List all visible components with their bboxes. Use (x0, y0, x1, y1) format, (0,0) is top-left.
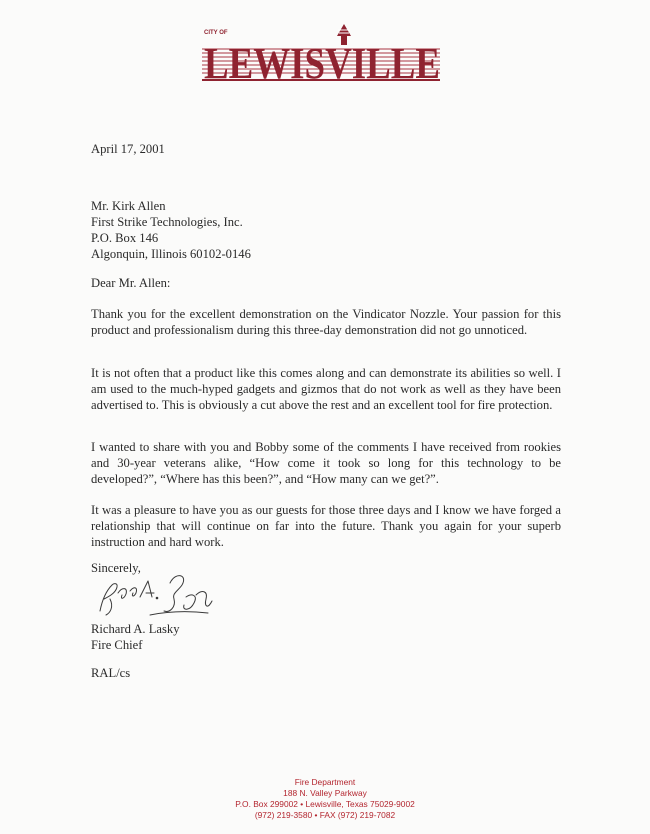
recipient-po-box: P.O. Box 146 (91, 231, 159, 245)
signer-title: Fire Chief (91, 638, 143, 652)
recipient-address (91, 198, 561, 262)
handwritten-signature (90, 567, 220, 627)
footer-po-city: P.O. Box 299002 • Lewisville, Texas 75029-9002 (235, 799, 415, 809)
letter-date: April 17, 2001 (91, 142, 165, 156)
recipient-name: Mr. Kirk Allen (91, 199, 166, 213)
city-logo (200, 22, 445, 88)
body-paragraph: Thank you for the excellent demonstration on the Vindicator Nozzle. Your passion for this product and professionalism during this three-day demonstration did not go unnoticed. (91, 307, 561, 337)
letter-footer (0, 777, 650, 821)
body-paragraph: It was a pleasure to have you as our guests for those three days and I know we have forged a relationship that will continue on far into the future. Thank you again for your superb instruction and hard work. (91, 503, 561, 549)
body-paragraph: It is not often that a product like this comes along and can demonstrate its abilities so well. I am used to the much-hyped gadgets and gizmos that do not work as well as they have been advertised to. This is obviously a cut above the rest and an excellent tool for fire protection. (91, 366, 561, 412)
salutation: Dear Mr. Allen: (91, 276, 171, 290)
logo-wordmark: LEWISVILLE (204, 39, 440, 88)
closing: Sincerely, (91, 561, 141, 575)
signer-name: Richard A. Lasky (91, 622, 180, 636)
recipient-company: First Strike Technologies, Inc. (91, 215, 243, 229)
footer-street: 188 N. Valley Parkway (283, 788, 367, 798)
body-paragraph: I wanted to share with you and Bobby some of the comments I have received from rookies and 30-year veterans alike, “How come it took so long for this technology to be developed?”, “Where has this been?”, and “How many can we get?”. (91, 440, 561, 486)
footer-phone-fax: (972) 219-3580 • FAX (972) 219-7082 (254, 810, 396, 820)
logo-city-of: CITY OF (204, 30, 228, 36)
typist-initials: RAL/cs (91, 666, 131, 680)
footer-department: Fire Department (294, 777, 356, 787)
recipient-city-state-zip: Algonquin, Illinois 60102-0146 (91, 247, 251, 261)
